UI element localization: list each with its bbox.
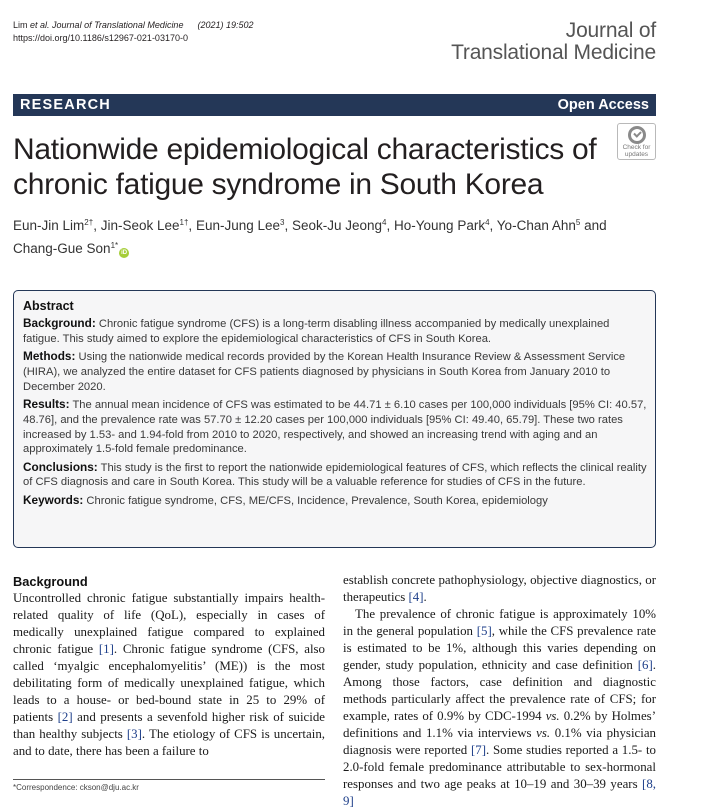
body-paragraph: establish concrete pathophysiology, objective diagnostics, or therapeutics [4]. bbox=[343, 573, 656, 604]
body-column-left bbox=[13, 573, 325, 760]
citation-link[interactable]: [4] bbox=[408, 590, 424, 604]
citation-link[interactable]: [5] bbox=[476, 624, 492, 638]
orcid-icon[interactable]: iD bbox=[121, 250, 128, 256]
header-journal: Journal of Translational Medicine bbox=[52, 20, 184, 30]
check-for-updates-badge[interactable] bbox=[617, 123, 656, 160]
open-access-label: Open Access bbox=[557, 97, 649, 113]
abstract-methods: Methods: Using the nationwide medical records provided by the Korean Health Insurance Review & Assessment Service (HIRA), we analyzed the entire dataset for CFS patients diagnosed by physicians in South Korea from January 2010 to December 2020. bbox=[23, 349, 626, 393]
body-column-right bbox=[343, 572, 656, 810]
abstract-heading: Abstract bbox=[23, 299, 74, 313]
author[interactable]: Chang-Gue Son$^{1*}$ bbox=[13, 241, 119, 256]
correspondence-footnote: *Correspondence: ckson@dju.ac.kr bbox=[13, 783, 139, 792]
author[interactable]: Yo-Chan Ahn$^5$ bbox=[496, 218, 581, 233]
footnote-divider bbox=[13, 779, 325, 780]
citation-link[interactable]: [2] bbox=[57, 710, 73, 724]
author[interactable]: Eun-Jin Lim$^{2\dagger}$ bbox=[13, 218, 94, 233]
journal-logo bbox=[451, 20, 656, 64]
author-list: Eun-Jin Lim$^{2\dagger}$, Jin-Seok Lee$^{1\dagger}$, Eun-Jung Lee$^3$, Seok-Ju Jeong$^4$, Ho-Young Park$^4$, Yo-Chan Ahn$^5$ and Chang-Gue Son$^{1*}$iD bbox=[13, 218, 607, 256]
article-title: Nationwide epidemiological characteristics of chronic fatigue syndrome in South Korea bbox=[13, 133, 597, 201]
section-label: RESEARCH bbox=[20, 97, 111, 113]
citation-header bbox=[13, 19, 254, 32]
citation-link[interactable]: [3] bbox=[126, 727, 142, 741]
citation-link[interactable]: [6] bbox=[637, 658, 653, 672]
abstract-keywords: Keywords: Chronic fatigue syndrome, CFS, ME/CFS, Incidence, Prevalence, South Korea, epidemiology bbox=[23, 492, 548, 507]
author[interactable]: Jin-Seok Lee$^{1\dagger}$ bbox=[100, 218, 189, 233]
check-updates-icon bbox=[628, 126, 646, 144]
journal-name-line1: Journal of bbox=[565, 19, 656, 42]
citation-link[interactable]: [8, 9] bbox=[343, 777, 656, 808]
abstract-box bbox=[13, 290, 656, 548]
body-paragraph: Uncontrolled chronic fatigue substantially impairs health-related quality of life (QoL), especially in cases of medically unexplained fatigue compared to explained chronic fatigue [1]. Chronic fatigue syndrome (CFS, also called ‘myalgic encephalomyelitis’ (ME)) is the most debilitating form of medically unexplained fatigue, which leads to a house- or bed-bound state in 25 to 29% of patients [2] and presents a sevenfold higher risk of suicide than healthy subjects [3]. The etiology of CFS is uncertain, and to date, there has been a failure to bbox=[13, 591, 325, 758]
author[interactable]: Eun-Jung Lee$^3$ bbox=[195, 218, 285, 233]
header-et-al: et al. bbox=[30, 20, 50, 30]
background-heading: Background bbox=[13, 574, 88, 589]
citation-link[interactable]: [1] bbox=[98, 642, 114, 656]
article-type-band bbox=[13, 94, 656, 116]
abstract-results: Results: The annual mean incidence of CFS was estimated to be 44.71 ± 6.10 cases per 100,000 individuals [95% CI: 40.57, 48.76], and the prevalence rate was 57.70 ± 12.20 cases per 100,000 individuals [95% CI: 49.40, 65.79]. These two rates increased by 1.53- and 1.94-fold from 2010 to 2020, respectively, and showed an increasing trend with aging and an approximately 1.5-fold female predominance. bbox=[23, 396, 647, 456]
badge-line2: updates bbox=[624, 151, 649, 158]
header-authors: Lim bbox=[13, 20, 31, 30]
author[interactable]: Ho-Young Park$^4$ bbox=[394, 218, 490, 233]
journal-name-line2: Translational Medicine bbox=[451, 41, 656, 64]
header-year-page: (2021) 19:502 bbox=[197, 20, 254, 30]
citation-link[interactable]: [7] bbox=[470, 743, 486, 757]
badge-line1: Check for bbox=[622, 144, 651, 151]
body-paragraph: The prevalence of chronic fatigue is approximately 10% in the general population [5], while the CFS prevalence rate is estimated to be 1%, although this varies depending on gender, study population, ethnicity and case definition [6]. Among those factors, case definition and diagnostic methods particularly affect the prevalence rate of CFS; for example, rates of 0.9% by CDC-1994 vs. 0.2% by Holmes’ definitions and 1.1% via interviews vs. 0.1% via physician diagnosis were reported [7]. Some studies reported a 1.5- to 2.0-fold female predominance attributable to sex-hormonal responses and two age peaks at 10–19 and 30–39 years [8, 9] bbox=[343, 607, 657, 808]
doi-link[interactable]: https://doi.org/10.1186/s12967-021-03170-0 bbox=[13, 33, 188, 43]
abstract-background: Background: Chronic fatigue syndrome (CFS) is a long-term disabling illness accompanied by medically unexplained fatigue. This study aimed to explore the epidemiological characteristics of CFS in South Korea. bbox=[23, 316, 610, 345]
author[interactable]: Seok-Ju Jeong$^4$ bbox=[291, 218, 387, 233]
abstract-conclusions: Conclusions: This study is the first to report the nationwide epidemiological features of CFS, which reflects the clinical reality of CFS diagnosis and care in South Korea. This study will be a valuable reference for studies of CFS in the future. bbox=[23, 459, 647, 489]
